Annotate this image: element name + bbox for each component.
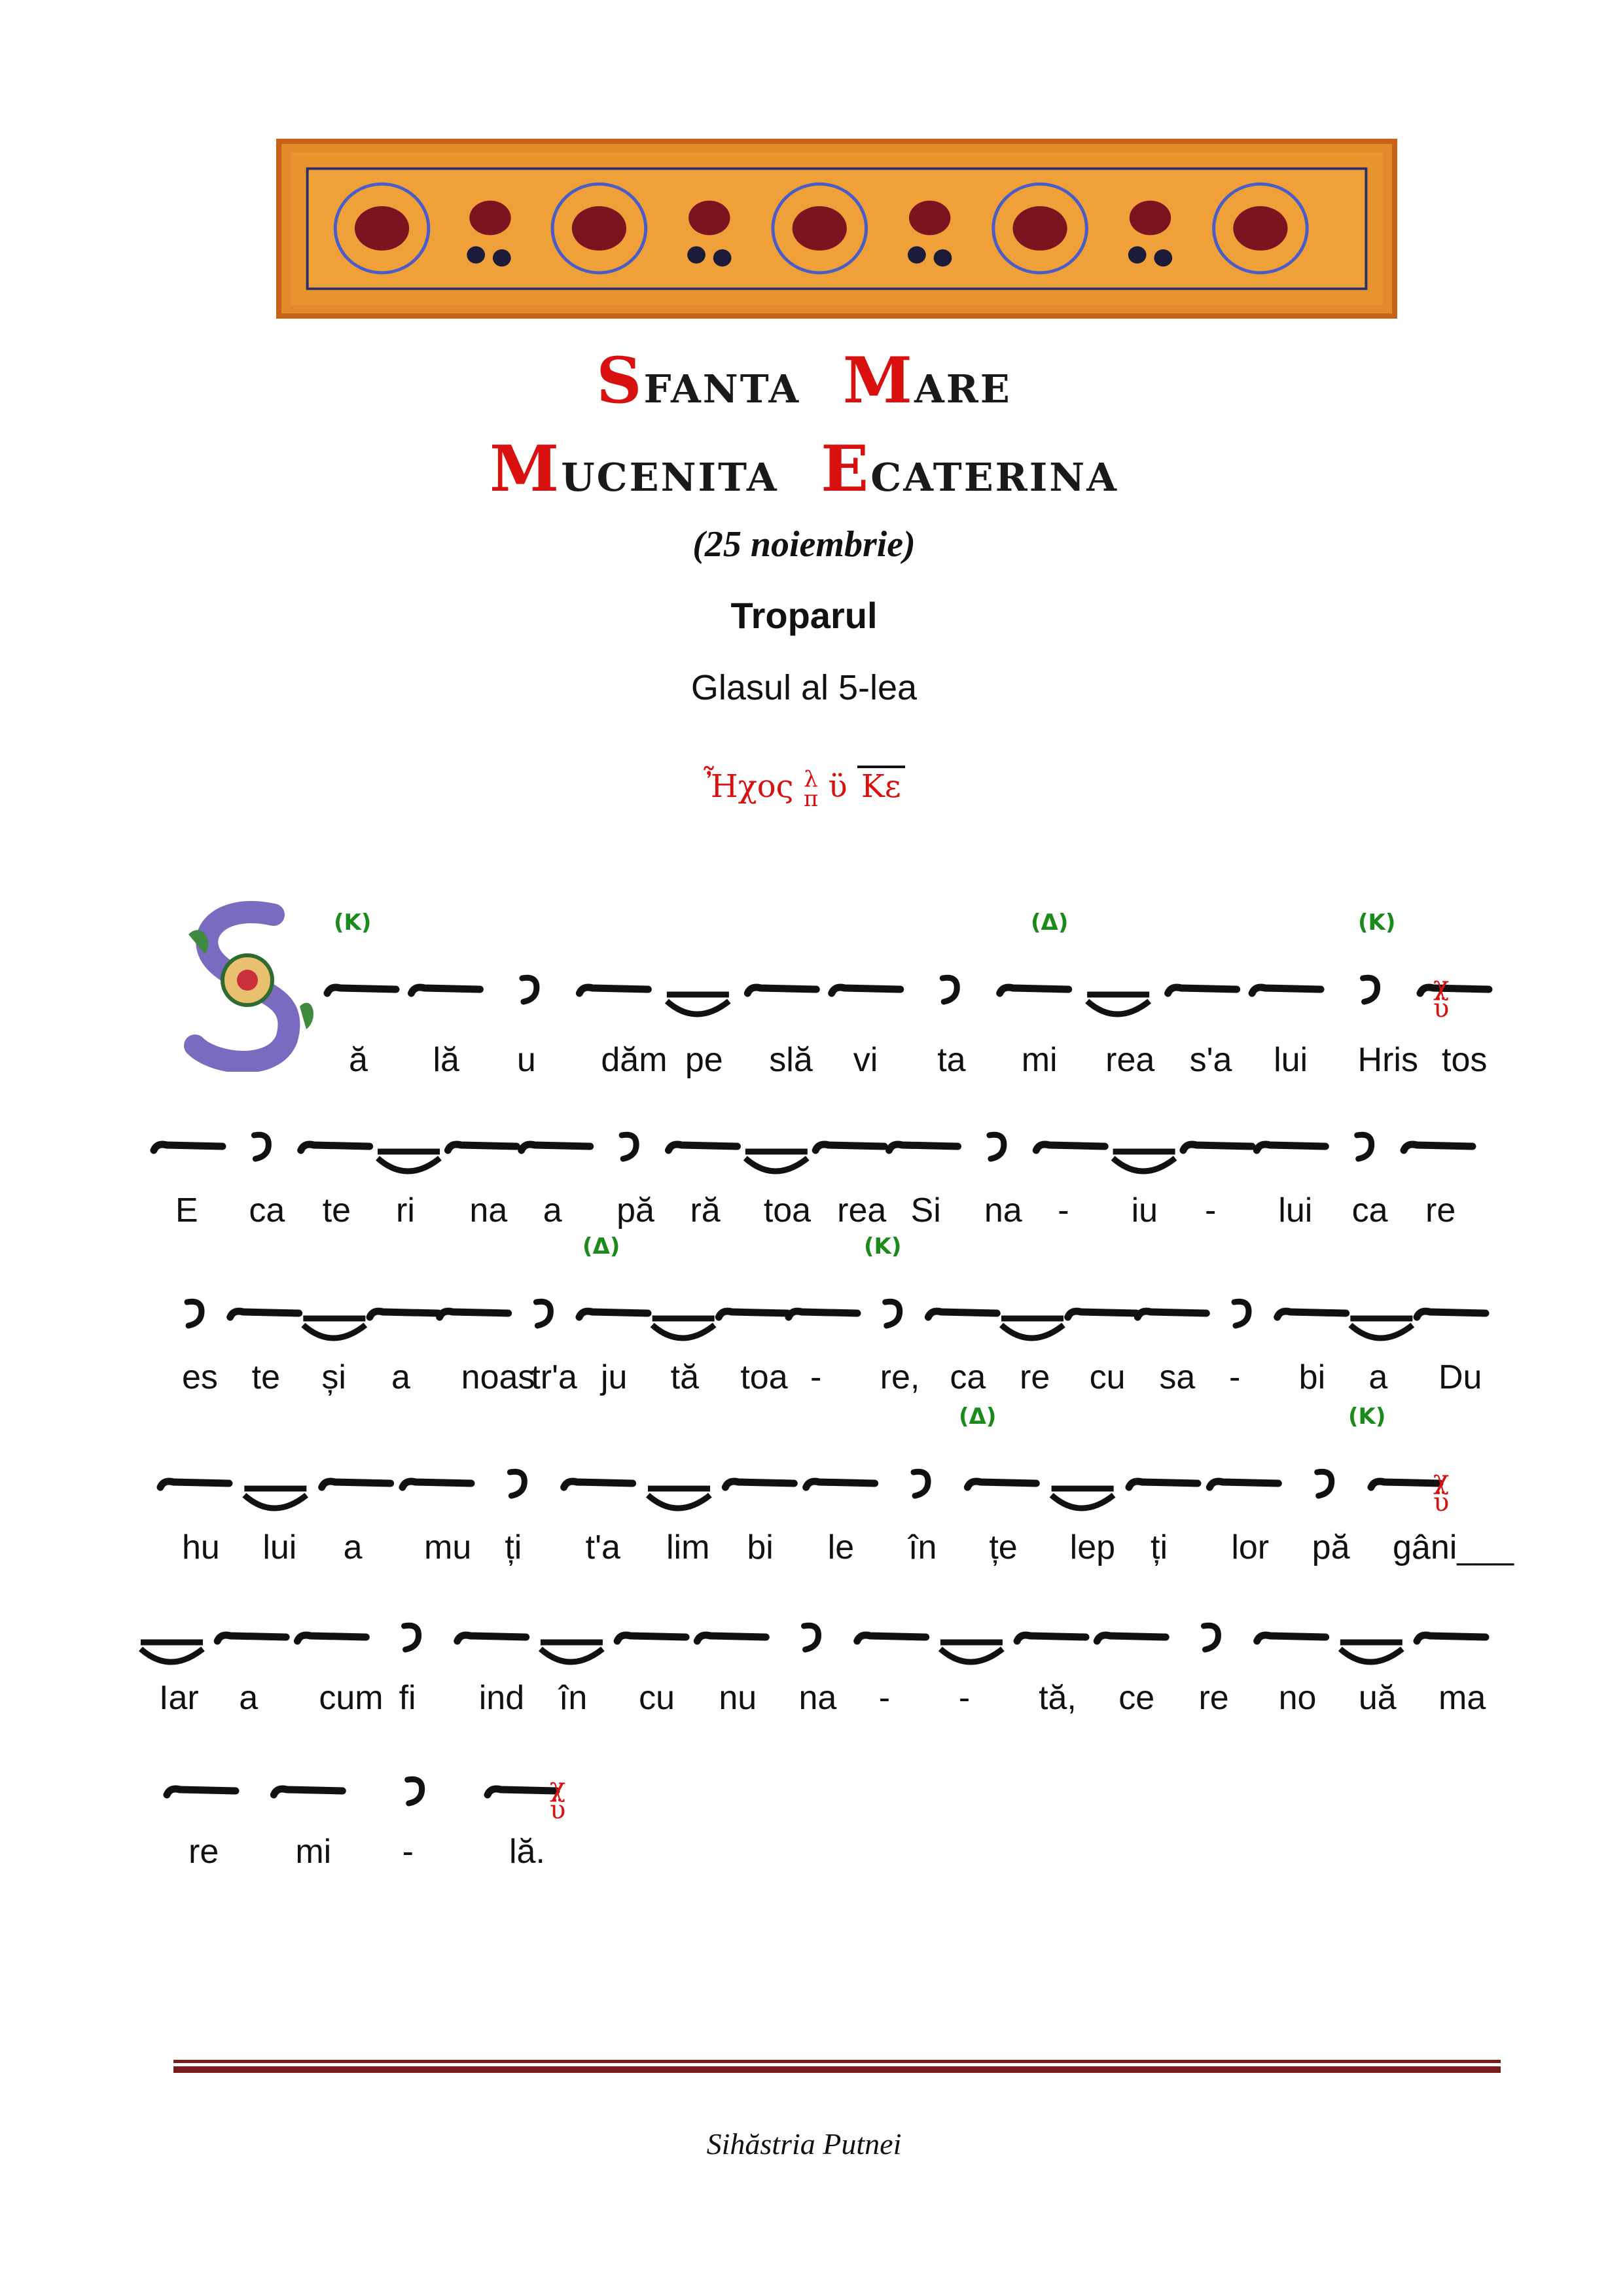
lyric-syllable: tos [1442, 1041, 1488, 1079]
neume [510, 1472, 524, 1496]
lyric-syllable: no [1278, 1679, 1317, 1717]
lyric-syllable: ri [396, 1192, 415, 1229]
lyric-syllable: în [908, 1528, 937, 1566]
title-rest-2: are [914, 351, 1012, 415]
neume [789, 1311, 857, 1317]
lyric-syllable: ră [690, 1192, 721, 1229]
neume [187, 1301, 202, 1326]
neume-row-1 [0, 942, 1608, 1040]
lyric-syllable: vi [853, 1041, 878, 1079]
neume [667, 995, 729, 1014]
neume [536, 1301, 550, 1326]
footer-text: Sihăstria Putnei [706, 2127, 902, 2161]
lyric-syllable: re [188, 1833, 219, 1871]
title-cap-1: S [596, 344, 644, 417]
page-title [0, 344, 1608, 417]
neume [914, 1472, 928, 1496]
ornamental-banner [276, 139, 1397, 319]
neume [940, 1642, 1003, 1662]
lyric-syllable: mu [424, 1528, 472, 1566]
lyric-syllable: - [958, 1679, 971, 1717]
neume [697, 1635, 766, 1641]
neume [832, 987, 901, 993]
lyric-syllable: ca [950, 1358, 986, 1396]
neume [378, 1152, 440, 1171]
neume [411, 987, 480, 993]
lyric-syllable: slă [769, 1041, 813, 1079]
neume [745, 1152, 808, 1171]
lyric-syllable: Hris [1357, 1041, 1418, 1079]
phthora-mark: (Δ) [1031, 910, 1069, 936]
echos-label: Ἦχος [704, 768, 794, 805]
neume [1001, 1318, 1063, 1338]
neume [370, 1311, 438, 1317]
neume [167, 1789, 236, 1795]
neume [1340, 1642, 1403, 1662]
neume [815, 1144, 884, 1150]
neume [217, 1635, 286, 1641]
lyric-syllable: - [878, 1679, 891, 1717]
neume-row-4 [0, 1436, 1608, 1534]
martyria-sign: χ ϋ [550, 1773, 566, 1825]
neume [1209, 1481, 1278, 1487]
neume [1417, 1635, 1486, 1641]
neume [622, 1135, 636, 1159]
lyric-syllable: ju [601, 1358, 628, 1396]
neume [1168, 987, 1237, 993]
lyric-syllable: bi [1298, 1358, 1326, 1396]
neume [804, 1625, 819, 1650]
neume [617, 1635, 686, 1641]
lyric-syllable: ma [1438, 1679, 1486, 1717]
neume [579, 1311, 648, 1317]
neume [942, 978, 957, 1002]
neume [1113, 1152, 1175, 1171]
lyric-syllable: noas [461, 1358, 535, 1396]
lyric-syllable: mi [295, 1833, 332, 1871]
lyric-syllable: hu [182, 1528, 220, 1566]
echos-extra: Κε [857, 766, 905, 805]
page-subtitle [0, 432, 1608, 506]
neume [648, 1489, 710, 1508]
neume [1000, 987, 1069, 993]
lyric-syllable: re [1425, 1192, 1456, 1229]
lyric-syllable: iu [1131, 1192, 1158, 1229]
lyric-syllable: - [1229, 1358, 1241, 1396]
neume [1204, 1625, 1218, 1650]
lyric-syllable: în [558, 1679, 588, 1717]
neume-row-2 [0, 1099, 1608, 1197]
phthora-mark: (Δ) [959, 1404, 997, 1430]
title-cap-3: M [489, 432, 562, 506]
neume [928, 1311, 997, 1317]
neume [1183, 1144, 1252, 1150]
lyric-syllable: lă [433, 1041, 459, 1079]
martyria-sign: χ ϋ [1433, 971, 1450, 1023]
neume [857, 1635, 926, 1641]
lyric-syllable: cu [639, 1679, 675, 1717]
neume [1404, 1144, 1473, 1150]
lyric-syllable: țe [989, 1528, 1018, 1566]
neume [522, 978, 537, 1002]
lyric-syllable: lui [262, 1528, 297, 1566]
neume [322, 1481, 391, 1487]
phthora-mark: (Δ) [582, 1233, 620, 1260]
lyric-syllable: re [1020, 1358, 1050, 1396]
neume-row-6 [0, 1744, 1608, 1842]
neume [1129, 1481, 1198, 1487]
neume [652, 1318, 715, 1338]
neume [668, 1144, 737, 1150]
lyric-syllable: na [984, 1192, 1022, 1229]
lyric-syllable: pe [685, 1041, 723, 1079]
neume [1357, 1135, 1372, 1159]
neume [1087, 995, 1149, 1014]
lyric-syllable: toa [763, 1192, 812, 1229]
neume [303, 1318, 365, 1338]
neume [254, 1135, 268, 1159]
lyric-syllable: Du [1438, 1358, 1482, 1396]
neume [522, 1144, 590, 1150]
feast-date: (25 noiembrie) [692, 524, 916, 565]
lyric-syllable: lă. [509, 1833, 545, 1871]
lyric-syllable: toa [740, 1358, 788, 1396]
lyric-syllable: bi [747, 1528, 774, 1566]
section-heading: Troparul [730, 595, 878, 636]
neume [297, 1635, 366, 1641]
neume [1350, 1318, 1412, 1338]
lyric-syllable: cu [1089, 1358, 1126, 1396]
lyric-syllable: lui [1278, 1192, 1313, 1229]
neume [488, 1789, 556, 1795]
lyric-syllable: ind [478, 1679, 525, 1717]
neume [885, 1301, 900, 1326]
lyric-syllable: te [322, 1192, 351, 1229]
phthora-mark: (Κ) [334, 910, 372, 936]
footer-rule-top [173, 2060, 1501, 2063]
lyric-syllable: na [469, 1192, 508, 1229]
lyric-syllable: pă [1312, 1528, 1350, 1566]
phthora-mark: (Κ) [1348, 1404, 1386, 1430]
lyric-syllable: ce [1118, 1679, 1155, 1717]
lyric-syllable: - [1058, 1192, 1069, 1229]
neume [327, 987, 396, 993]
title-rest-3: ucenita [561, 439, 779, 504]
neume [274, 1789, 342, 1795]
neume [448, 1144, 516, 1150]
neume [457, 1635, 526, 1641]
lyric-syllable: ți [505, 1528, 522, 1566]
neume [1097, 1635, 1166, 1641]
title-cap-2: M [842, 344, 914, 417]
lyric-syllable: le [827, 1528, 855, 1566]
phthora-mark: (Κ) [864, 1233, 902, 1260]
neume [440, 1311, 509, 1317]
lyric-syllable: lim [666, 1528, 710, 1566]
martyria-sign: χ ϋ [1433, 1465, 1450, 1517]
neume [1420, 987, 1489, 993]
neume [404, 1625, 419, 1650]
neume [1363, 978, 1378, 1002]
neume [725, 1481, 794, 1487]
lyric-syllable: re, [880, 1358, 920, 1396]
lyric-syllable: rea [837, 1192, 887, 1229]
lyric-syllable: - [402, 1833, 414, 1871]
neume [244, 1489, 306, 1508]
tone-label: Glasul al 5-lea [690, 668, 918, 707]
lyric-syllable: u [516, 1041, 536, 1079]
footer-rule-bottom [173, 2066, 1501, 2073]
lyric-syllable: uă [1358, 1679, 1397, 1717]
neume [1417, 1311, 1486, 1317]
neume [719, 1311, 787, 1317]
echos-signature: Ἦχος λ π ϋ Κε [704, 766, 905, 809]
lyric-syllable: ta [937, 1041, 966, 1079]
lyric-syllable: - [810, 1358, 822, 1396]
lyric-syllable: lep [1069, 1528, 1116, 1566]
neume [541, 1642, 603, 1662]
lyric-syllable: ți [1151, 1528, 1168, 1566]
lyric-syllable: mi [1021, 1041, 1058, 1079]
neume [1371, 1481, 1440, 1487]
neume [1234, 1301, 1249, 1326]
neume [1257, 1144, 1325, 1150]
neume [1277, 1311, 1346, 1317]
neume-row-3 [0, 1266, 1608, 1364]
lyric-syllable: rea [1105, 1041, 1155, 1079]
lyric-syllable: ă [349, 1041, 368, 1079]
neume [747, 987, 816, 993]
lyric-syllable: - [1204, 1192, 1217, 1229]
lyric-syllable: te [251, 1358, 281, 1396]
title-rest-1: fanta [643, 351, 801, 415]
lyric-syllable: lui [1274, 1041, 1308, 1079]
neume [1068, 1311, 1137, 1317]
neume [1052, 1489, 1114, 1508]
lyric-syllable: tr'a [531, 1358, 577, 1396]
title-cap-4: E [821, 432, 871, 506]
neume [579, 987, 648, 993]
lyric-syllable: E [175, 1192, 198, 1229]
lyric-syllable: a [1368, 1358, 1388, 1396]
lyric-syllable: gâni___ [1393, 1528, 1514, 1566]
lyric-syllable: re [1198, 1679, 1229, 1717]
neume [1036, 1144, 1105, 1150]
lyric-syllable: Iar [159, 1679, 199, 1717]
lyric-syllable: și [321, 1358, 346, 1396]
lyric-syllable: cum [319, 1679, 384, 1717]
neume [154, 1144, 223, 1150]
neume-row-5 [0, 1590, 1608, 1688]
neume [402, 1481, 471, 1487]
neume [564, 1481, 633, 1487]
neume [967, 1481, 1036, 1487]
lyric-syllable: es [182, 1358, 218, 1396]
lyric-syllable: a [543, 1192, 562, 1229]
title-rest-4: caterina [870, 439, 1119, 504]
neume [230, 1311, 299, 1317]
lyric-syllable: fi [399, 1679, 416, 1717]
neume [1252, 987, 1321, 993]
neume [1017, 1635, 1086, 1641]
neume [806, 1481, 875, 1487]
lyric-syllable: nu [719, 1679, 757, 1717]
lyric-syllable: a [343, 1528, 363, 1566]
neume [408, 1779, 422, 1803]
neume [889, 1144, 958, 1150]
lyric-syllable: na [798, 1679, 837, 1717]
lyric-syllable: a [239, 1679, 259, 1717]
neume [301, 1144, 370, 1150]
phthora-mark: (Κ) [1358, 910, 1396, 936]
lyric-syllable: dăm [601, 1041, 668, 1079]
lyric-syllable: ca [1351, 1192, 1388, 1229]
neume [1317, 1472, 1332, 1496]
lyric-syllable: ca [249, 1192, 285, 1229]
lyric-syllable: Si [910, 1192, 941, 1229]
neume [990, 1135, 1004, 1159]
lyric-syllable: sa [1159, 1358, 1196, 1396]
lyric-syllable: a [391, 1358, 410, 1396]
neume [160, 1481, 229, 1487]
lyric-syllable: s'a [1189, 1041, 1232, 1079]
lyric-syllable: pă [616, 1192, 654, 1229]
lyric-syllable: t'a [585, 1528, 620, 1566]
neume [141, 1642, 203, 1662]
neume [1257, 1635, 1326, 1641]
lyric-syllable: tă, [1039, 1679, 1077, 1717]
lyric-syllable: lor [1231, 1528, 1270, 1566]
lyric-syllable: tă [670, 1358, 700, 1396]
neume [1137, 1311, 1206, 1317]
